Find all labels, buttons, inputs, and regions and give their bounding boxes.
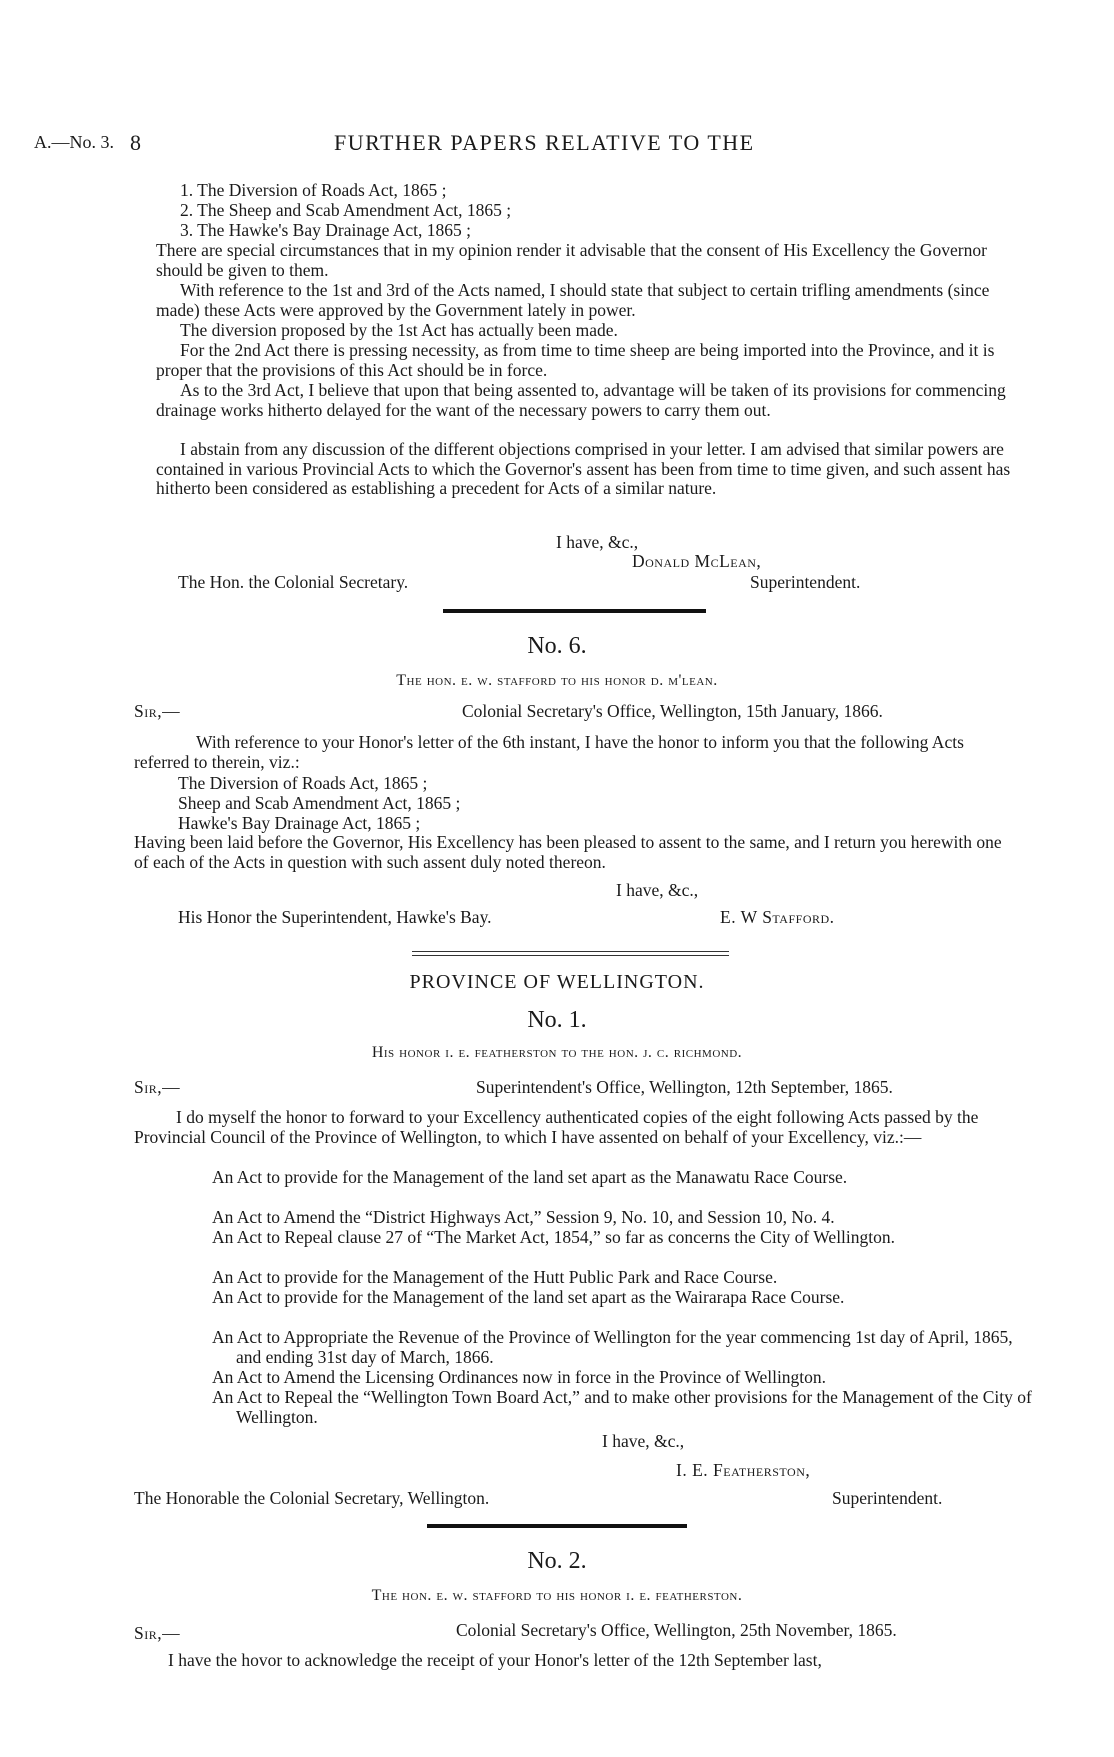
act-list-item: An Act to Amend the Licensing Ordinances now in force in the Province of Wellington. <box>212 1367 827 1387</box>
act-list-item: 1. The Diversion of Roads Act, 1865 ; <box>180 180 447 200</box>
act-list-item: Sheep and Scab Amendment Act, 1865 ; <box>178 793 461 813</box>
letter-number: No. 6. <box>527 633 587 659</box>
salutation: Sir,— <box>134 701 181 721</box>
section-title: PROVINCE OF WELLINGTON. <box>409 971 705 993</box>
closing: I have, &c., <box>616 880 699 900</box>
paragraph: As to the 3rd Act, I believe that upon that being assented to, advantage will be taken of its provisions for commencing drainage works hitherto delayed for the want of the necessary powers to carry them out. <box>156 380 1006 420</box>
paragraph: With reference to your Honor's letter of the 6th instant, I have the honor to inform you that the following Acts referred to therein, viz.: <box>134 732 964 772</box>
paragraph: The diversion proposed by the 1st Act has actually been made. <box>180 320 618 340</box>
page-reference: A.—No. 3. <box>34 132 114 152</box>
addressee: The Honorable the Colonial Secretary, Wellington. <box>134 1488 490 1508</box>
running-title: FURTHER PAPERS RELATIVE TO THE <box>334 130 755 155</box>
letter-heading: The hon. e. w. stafford to his honor i. e. featherston. <box>371 1587 743 1604</box>
signatory-role: Superintendent. <box>750 572 861 592</box>
closing: I have, &c., <box>556 532 639 552</box>
act-list-item: An Act to Repeal clause 27 of “The Market Act, 1854,” so far as concerns the City of Wellington. <box>212 1227 896 1247</box>
letter-number: No. 2. <box>527 1548 587 1574</box>
signature: E. W Stafford. <box>720 907 835 927</box>
salutation: Sir,— <box>134 1623 181 1643</box>
page-number: 8 <box>130 130 141 155</box>
act-list-item: An Act to Amend the “District Highways Act,” Session 9, No. 10, and Session 10, No. 4. <box>212 1207 835 1227</box>
paragraph: I abstain from any discussion of the different objections comprised in your letter. I am advised that similar powers are contained in various Provincial Acts to which the Governor's assent has been from time to time given, and such assent has hitherto been considered as establishing a precedent for Acts of a similar nature. <box>156 439 1011 498</box>
act-list-item: 2. The Sheep and Scab Amendment Act, 1865 ; <box>180 200 512 220</box>
signatory-role: Superintendent. <box>832 1488 943 1508</box>
addressee: His Honor the Superintendent, Hawke's Bay. <box>178 907 492 927</box>
paragraph: I have the hovor to acknowledge the receipt of your Honor's letter of the 12th September last, <box>168 1650 822 1670</box>
section-divider <box>443 609 706 613</box>
paragraph: There are special circumstances that in my opinion render it advisable that the consent of His Excellency the Governor should be given to them. <box>156 240 987 280</box>
act-list-item: The Diversion of Roads Act, 1865 ; <box>178 773 428 793</box>
paragraph: I do myself the honor to forward to your Excellency authenticated copies of the eight following Acts passed by the Provincial Council of the Province of Wellington, to which I have assented on behalf of your Excellency, viz.:— <box>134 1107 979 1147</box>
signature: I. E. Featherston, <box>676 1460 811 1480</box>
letter-number: No. 1. <box>527 1007 587 1033</box>
dateline: Colonial Secretary's Office, Wellington, 25th November, 1865. <box>456 1620 897 1640</box>
paragraph: Having been laid before the Governor, His Excellency has been pleased to assent to the same, and I return you herewith one of each of the Acts in question with such assent duly noted thereon. <box>134 832 1002 872</box>
salutation: Sir,— <box>134 1077 181 1097</box>
closing: I have, &c., <box>602 1431 685 1451</box>
section-divider <box>412 955 729 956</box>
section-divider <box>427 1524 687 1528</box>
signature: Donald McLean, <box>632 551 762 571</box>
act-list-item: An Act to provide for the Management of the land set apart as the Manawatu Race Course. <box>212 1167 848 1187</box>
dateline: Superintendent's Office, Wellington, 12th September, 1865. <box>476 1077 893 1097</box>
letter-heading: His honor i. e. featherston to the hon. j. c. richmond. <box>371 1044 743 1061</box>
act-list-item: 3. The Hawke's Bay Drainage Act, 1865 ; <box>180 220 472 240</box>
paragraph: With reference to the 1st and 3rd of the Acts named, I should state that subject to certain trifling amendments (since made) these Acts were approved by the Government lately in power. <box>156 280 990 320</box>
addressee: The Hon. the Colonial Secretary. <box>178 572 409 592</box>
act-list-item: An Act to Repeal the “Wellington Town Board Act,” and to make other provisions for the Management of the City of Wellington. <box>212 1387 1032 1427</box>
dateline: Colonial Secretary's Office, Wellington, 15th January, 1866. <box>462 701 883 721</box>
act-list-item: An Act to Appropriate the Revenue of the Province of Wellington for the year commencing 1st day of April, 1865, and ending 31st day of March, 1866. <box>212 1327 1013 1367</box>
section-divider <box>412 951 729 952</box>
act-list-item: An Act to provide for the Management of the land set apart as the Wairarapa Race Course. <box>212 1287 845 1307</box>
act-list-item: Hawke's Bay Drainage Act, 1865 ; <box>178 813 421 833</box>
paragraph: For the 2nd Act there is pressing necessity, as from time to time sheep are being imported into the Province, and it is proper that the provisions of this Act should be in force. <box>156 340 995 380</box>
act-list-item: An Act to provide for the Management of the Hutt Public Park and Race Course. <box>212 1267 778 1287</box>
letter-heading: The hon. e. w. stafford to his honor d. m'lean. <box>396 672 718 689</box>
